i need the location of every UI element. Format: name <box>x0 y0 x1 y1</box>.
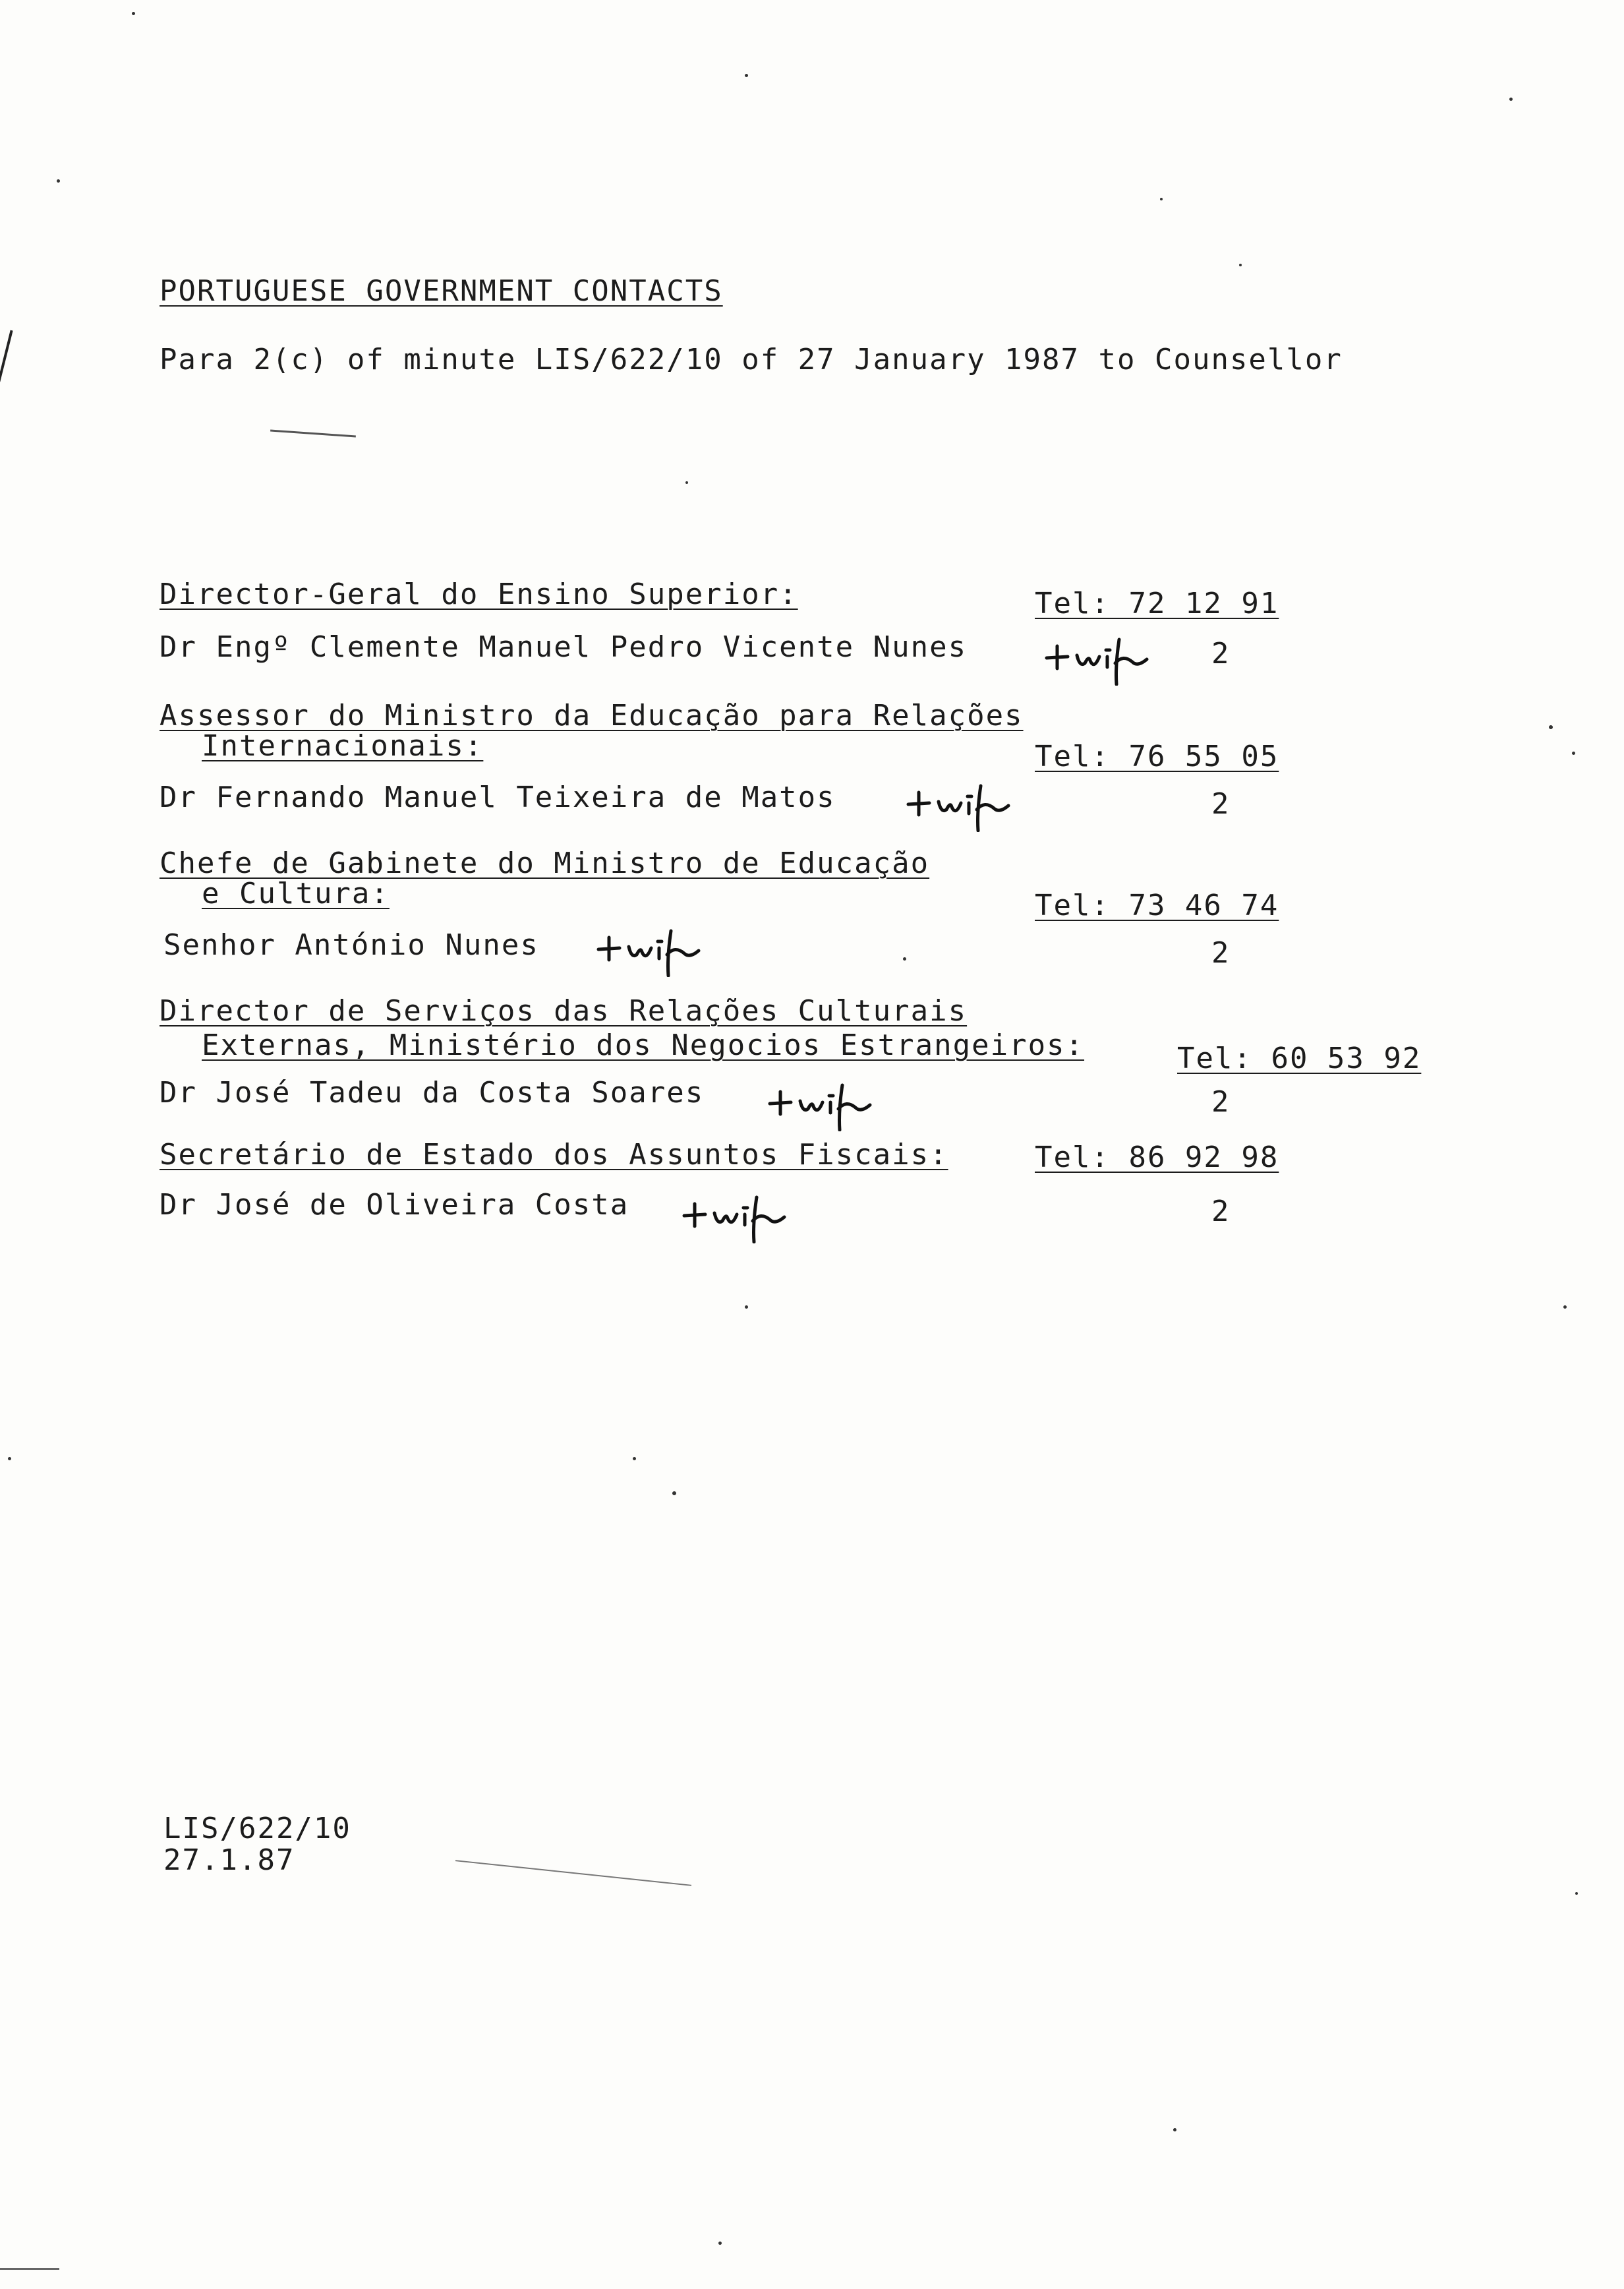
margin-mark <box>0 330 13 382</box>
document-subtitle: Para 2(c) of minute LIS/622/10 of 27 January 1987 to Counsellor <box>160 343 1343 376</box>
contact-count: 2 <box>1211 637 1231 670</box>
handwritten-plus-wife-annotation <box>593 918 718 977</box>
contact-tel: Tel: 76 55 05 <box>1035 740 1279 773</box>
scan-speck <box>1173 2128 1176 2131</box>
contact-name: Dr José de Oliveira Costa <box>160 1188 629 1222</box>
scan-speck <box>633 1457 636 1460</box>
contact-tel: Tel: 73 46 74 <box>1035 889 1279 922</box>
contact-name: Dr José Tadeu da Costa Soares <box>160 1076 705 1110</box>
contact-name: Dr Fernando Manuel Teixeira de Matos <box>160 781 836 814</box>
contact-count: 2 <box>1211 787 1231 821</box>
document-title: PORTUGUESE GOVERNMENT CONTACTS <box>160 274 723 308</box>
contact-count: 2 <box>1211 1195 1231 1228</box>
footer-reference: LIS/622/10 <box>163 1812 351 1845</box>
scan-speck <box>1549 725 1553 729</box>
handwritten-plus-wife-annotation <box>1041 626 1167 686</box>
scan-dash <box>0 2268 59 2270</box>
footer-date: 27.1.87 <box>163 1843 295 1877</box>
contact-office: Director de Serviços das Relações Culturais <box>160 994 968 1028</box>
scan-speck <box>1575 1892 1578 1895</box>
contact-tel: Tel: 72 12 91 <box>1035 587 1279 620</box>
scan-speck <box>745 1305 748 1309</box>
scan-speck <box>57 179 60 183</box>
scan-speck <box>745 74 748 77</box>
contact-name: Dr Engº Clemente Manuel Pedro Vicente Nunes <box>160 630 968 664</box>
handwritten-plus-wife-annotation <box>679 1184 804 1243</box>
scan-speck <box>1239 264 1242 266</box>
contact-office: Assessor do Ministro da Educação para Relações <box>160 699 1024 732</box>
handwritten-plus-wife-annotation <box>765 1072 890 1131</box>
scan-speck <box>8 1457 11 1460</box>
scan-speck <box>1509 98 1513 101</box>
scan-speck <box>132 12 135 15</box>
scan-speck <box>718 2242 722 2245</box>
contact-count: 2 <box>1211 1085 1231 1119</box>
scan-dash <box>270 429 356 437</box>
contact-name: Senhor António Nunes <box>163 928 539 962</box>
scan-speck <box>903 957 906 961</box>
contact-tel: Tel: 86 92 98 <box>1035 1141 1279 1174</box>
scan-dash <box>455 1860 691 1886</box>
scan-speck <box>1160 198 1163 200</box>
contact-office-line2: Externas, Ministério dos Negocios Estrangeiros: <box>202 1028 1085 1062</box>
contact-tel: Tel: 60 53 92 <box>1177 1042 1422 1075</box>
contact-office: Chefe de Gabinete do Ministro de Educação <box>160 847 930 880</box>
contact-office: Director-Geral do Ensino Superior: <box>160 578 798 611</box>
contact-office-line2: e Cultura: <box>202 877 390 910</box>
contact-count: 2 <box>1211 936 1231 970</box>
contact-office: Secretário de Estado dos Assuntos Fiscais: <box>160 1138 948 1172</box>
scan-speck <box>1563 1305 1567 1309</box>
scan-speck <box>672 1491 676 1495</box>
handwritten-plus-wife-annotation <box>903 773 1028 832</box>
scan-speck <box>1572 752 1575 755</box>
contact-office-line2: Internacionais: <box>202 729 484 763</box>
scan-speck <box>685 481 688 484</box>
